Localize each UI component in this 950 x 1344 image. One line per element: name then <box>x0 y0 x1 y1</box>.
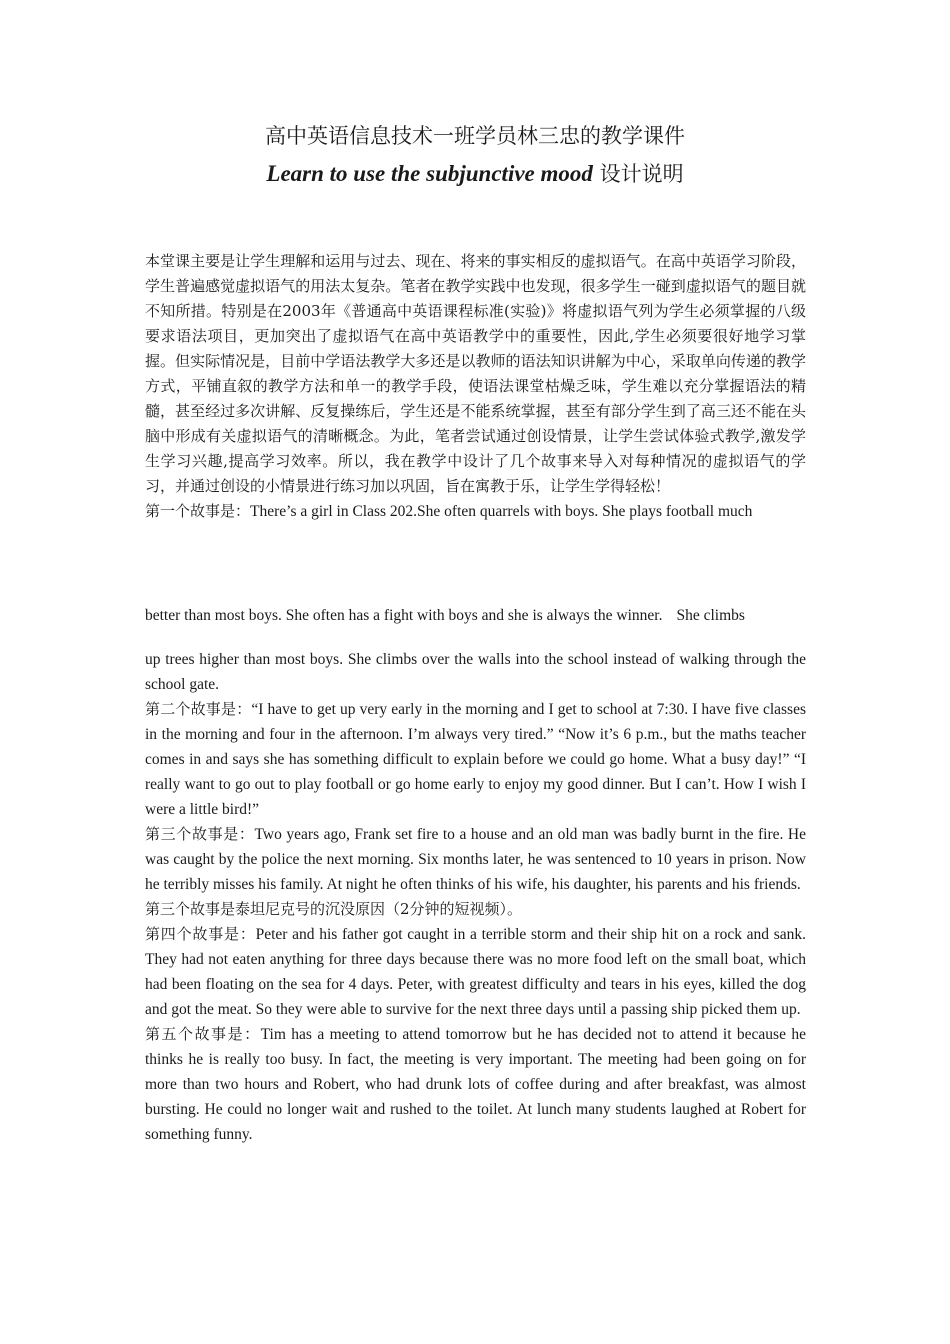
story4-label: 第四个故事是： <box>145 925 256 943</box>
story3-label: 第三个故事是： <box>145 825 255 843</box>
subtitle-english: Learn to use the subjunctive mood <box>266 161 593 186</box>
story5-paragraph <box>145 1022 806 1147</box>
story5-label: 第五个故事是： <box>145 1025 261 1043</box>
story1-text-part2b: She climbs <box>676 607 745 624</box>
story1-continuation-line <box>145 603 806 628</box>
story2-label: 第二个故事是： <box>145 700 252 718</box>
intro-section <box>145 249 806 524</box>
stories-section <box>145 647 806 1147</box>
story4-text: Peter and his father got caught in a terrible storm and their ship hit on a rock and sank. They had not eaten anything for three days because there was no more food left on the small boat, which had been floating on the sea for 4 days. Peter, with greatest difficulty and tears in his eyes, killed the dog and got the meat. So they were able to survive for the next three days until a passing ship picked them up. <box>145 926 806 1018</box>
subtitle-chinese: 设计说明 <box>599 162 684 186</box>
story3-paragraph <box>145 822 806 897</box>
story1-text-part1: There’s a girl in Class 202.She often quarrels with boys. She plays football much <box>250 503 753 520</box>
story2-paragraph <box>145 697 806 822</box>
story3-text: Two years ago, Frank set fire to a house and an old man was badly burnt in the fire. He was caught by the police the next morning. Six months later, he was sentenced to 10 years in prison. Now he terribly misses his family. At night he often thinks of his wife, his daughter, his parents and his friends. <box>145 826 806 893</box>
document-subtitle <box>0 160 950 188</box>
story1-text-part2a: better than most boys. She often has a fight with boys and she is always the winner. <box>145 607 663 624</box>
story2-text: “I have to get up very early in the morning and I get to school at 7:30. I have five classes in the morning and four in the afternoon. I’m always very tired.” “Now it’s 6 p.m., but the maths teacher comes in and says she has something difficult to explain before we could go home. What a busy day!” “I really want to go out to play football or go home early to enjoy my good dinner. But I can’t. How I wish I were a little bird!” <box>145 701 806 818</box>
story5-text: Tim has a meeting to attend tomorrow but he has decided not to attend it because he thinks he is really too busy. In fact, the meeting is very important. The meeting had been going on for more than two hours and Robert, who had drunk lots of coffee during and after breakfast, was almost bursting. He could no longer wait and rushed to the toilet. At lunch many students laughed at Robert for something funny. <box>145 1026 806 1143</box>
story1-label: 第一个故事是： <box>145 502 251 520</box>
intro-paragraph: 本堂课主要是让学生理解和运用与过去、现在、将来的事实相反的虚拟语气。在高中英语学习阶段，学生普遍感觉虚拟语气的用法太复杂。笔者在教学实践中也发现，很多学生一碰到虚拟语气的题目就不知所措。特别是在2003年《普通高中英语课程标准(实验)》将虚拟语气列为学生必须掌握的八级要求语法项目，更加突出了虚拟语气在高中英语教学中的重要性，因此,学生必须要很好地学习掌握。但实际情况是，目前中学语法教学大多还是以教师的语法知识讲解为中心，采取单向传递的教学方式，平铺直叙的教学方法和单一的教学手段，使语法课堂枯燥乏味，学生难以充分掌握语法的精髓，甚至经过多次讲解、反复操练后，学生还是不能系统掌握，甚至有部分学生到了高三还不能在头脑中形成有关虚拟语气的清晰概念。为此，笔者尝试通过创设情景，让学生尝试体验式教学,激发学生学习兴趣,提高学习效率。所以，我在教学中设计了几个故事来导入对每种情况的虚拟语气的学习，并通过创设的小情景进行练习加以巩固，旨在寓教于乐，让学生学得轻松！ <box>145 252 806 495</box>
story1-text-part3: up trees higher than most boys. She climbs over the walls into the school instead of walking through the school gate. <box>145 651 806 693</box>
story4-paragraph <box>145 922 806 1022</box>
document-title: 高中英语信息技术一班学员林三忠的教学课件 <box>265 124 685 148</box>
story3b-paragraph: 第三个故事是泰坦尼克号的沉没原因（2分钟的短视频）。 <box>145 900 523 918</box>
story1-first-line <box>145 499 806 524</box>
